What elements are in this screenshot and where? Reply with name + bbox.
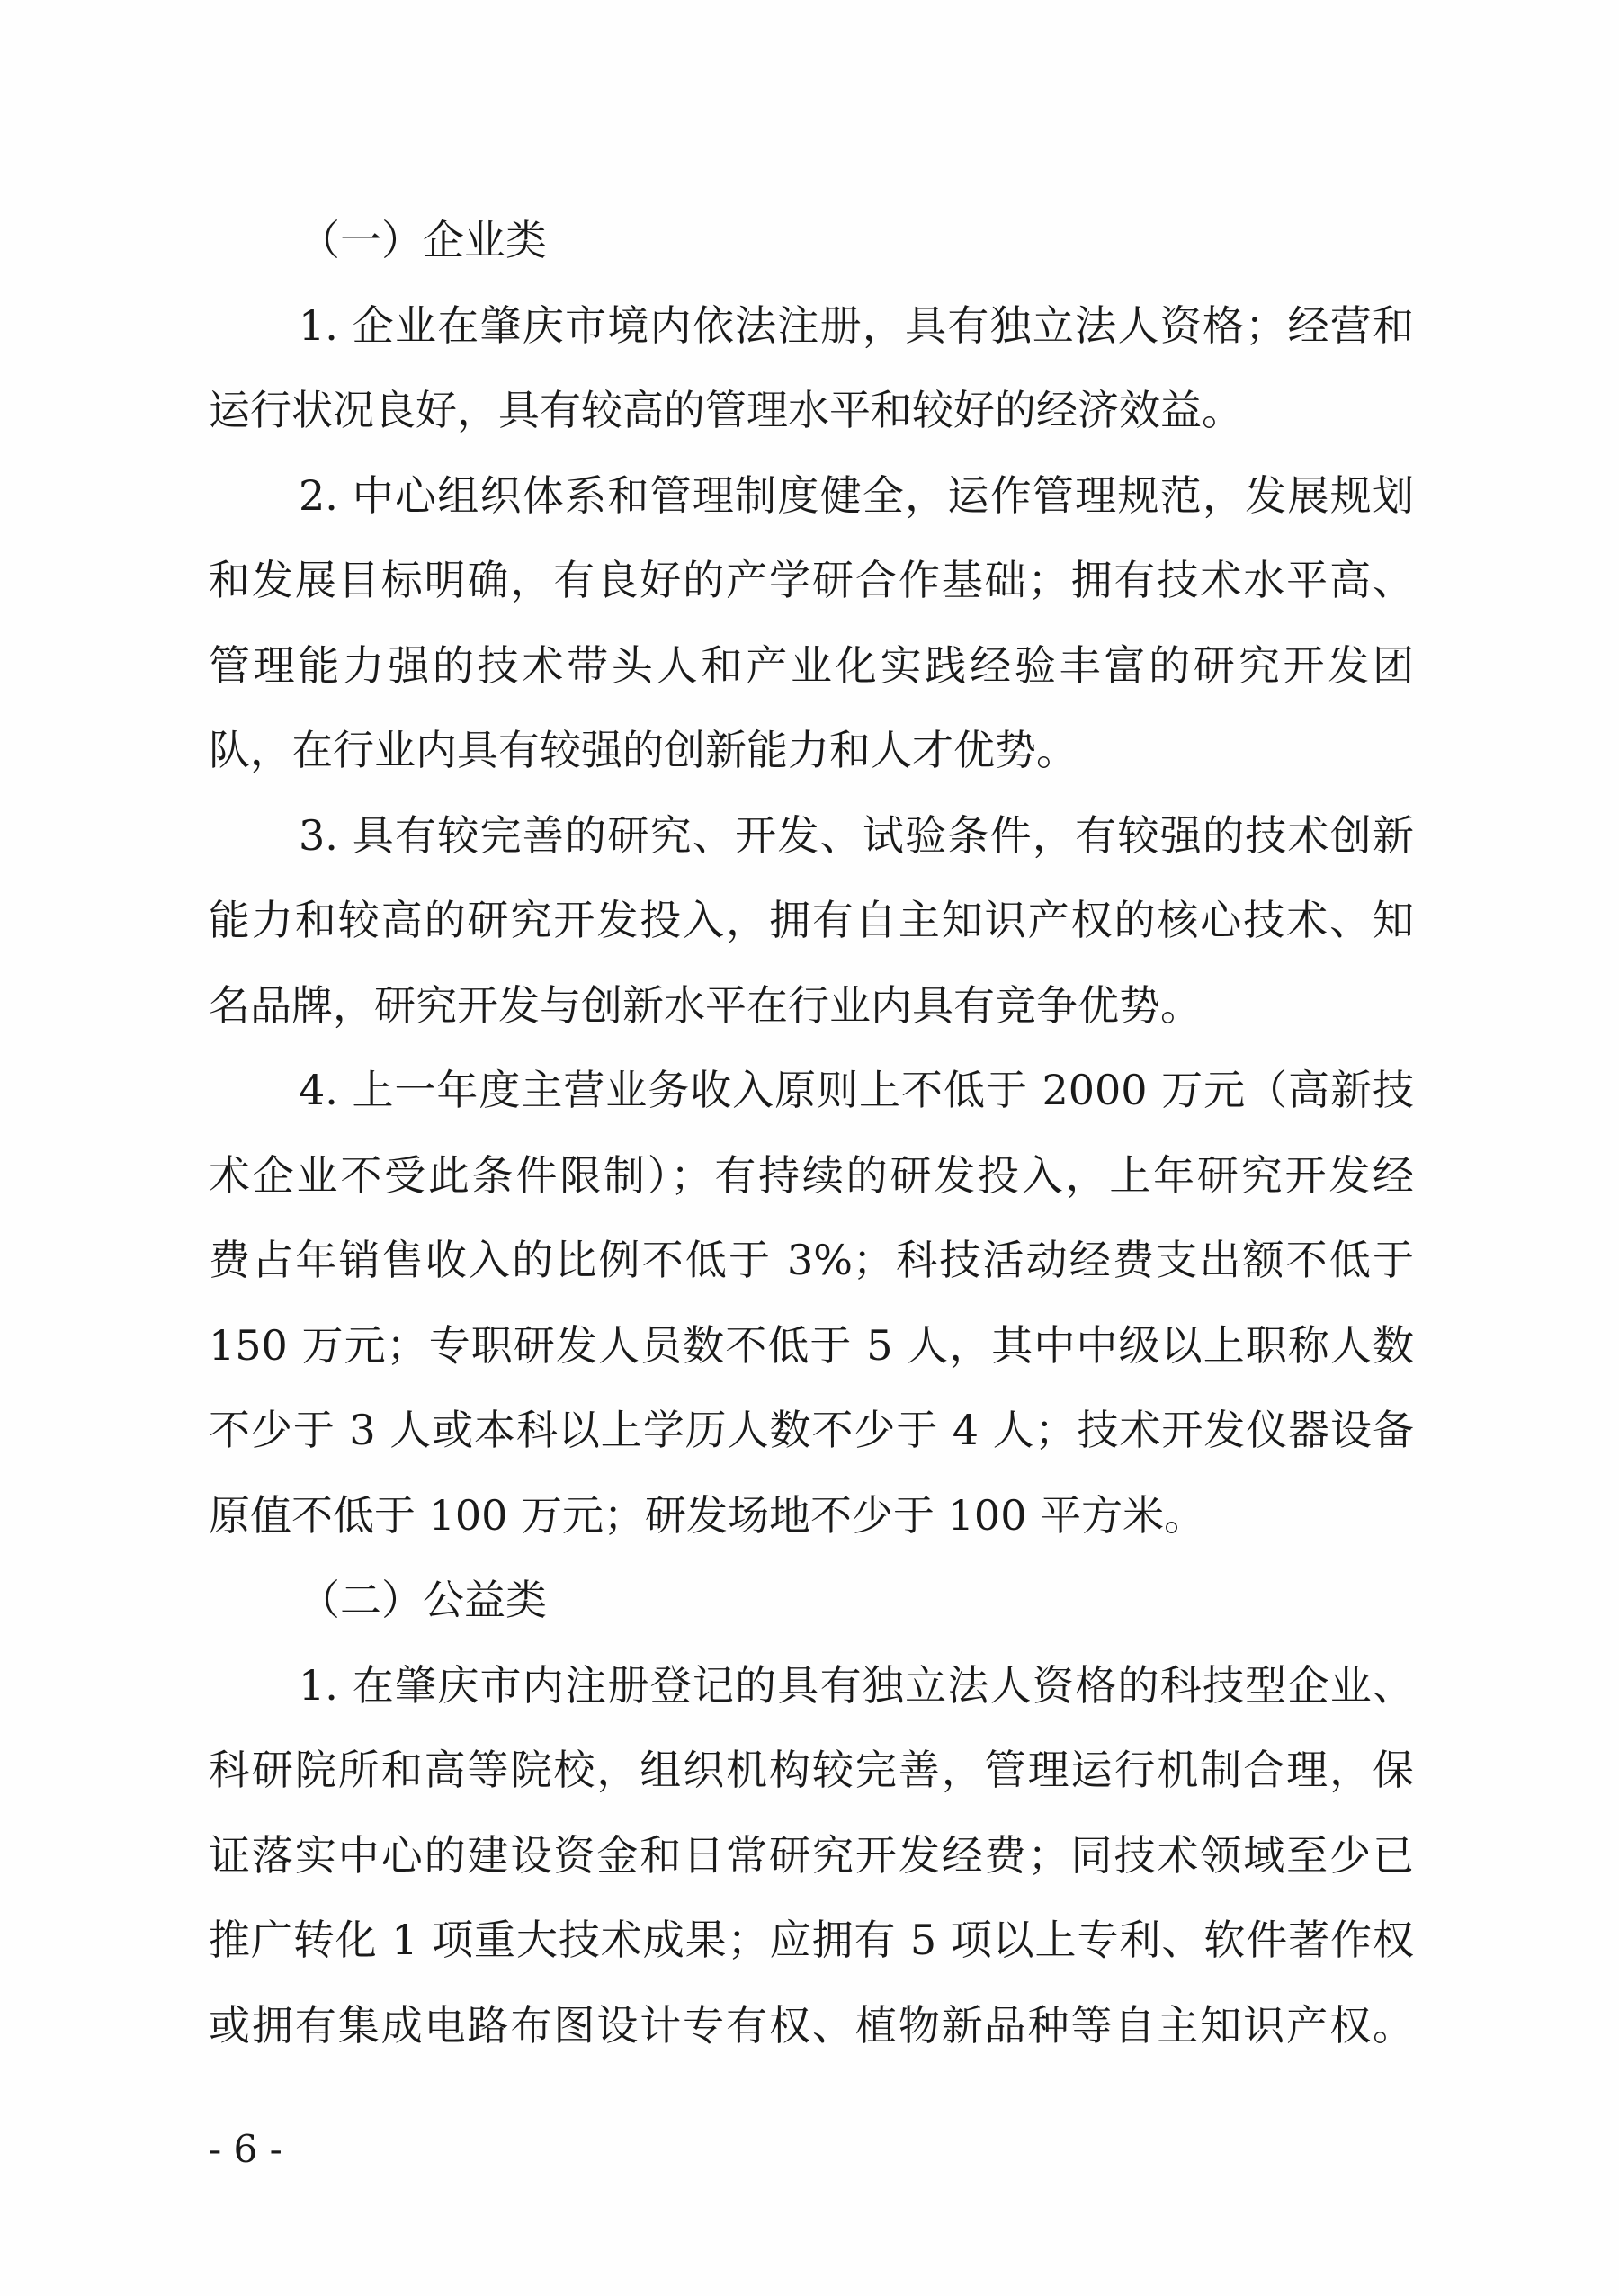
text-line: 队，在行业内具有较强的创新能力和人才优势。 [209, 726, 1078, 774]
text-line: 证落实中心的建设资金和日常研究开发经费；同技术领域至少已 [209, 1830, 1414, 1880]
text-line: 推广转化 1 项重大技术成果；应拥有 5 项以上专利、软件著作权 [209, 1916, 1414, 1964]
page-number: - 6 - [209, 2127, 282, 2171]
text-line: 名品牌，研究开发与创新水平在行业内具有竞争优势。 [209, 980, 1202, 1030]
text-line: （二）公益类 [299, 1576, 547, 1624]
text-line: 科研院所和高等院校，组织机构较完善，管理运行机制合理，保 [209, 1746, 1414, 1794]
text-line: 3. 具有较完善的研究、开发、试验条件，有较强的技术创新 [299, 810, 1414, 860]
text-line: 术企业不受此条件限制）；有持续的研发投入，上年研究开发经 [209, 1150, 1414, 1200]
document-body [209, 198, 1414, 2068]
text-line: 管理能力强的技术带头人和产业化实践经验丰富的研究开发团 [209, 640, 1414, 690]
text-line: 运行状况良好，具有较高的管理水平和较好的经济效益。 [209, 386, 1243, 434]
text-line: （一）企业类 [299, 216, 547, 264]
text-line: 原值不低于 100 万元；研发场地不少于 100 平方米。 [209, 1490, 1206, 1540]
text-line: 费占年销售收入的比例不低于 3%；科技活动经费支出额不低于 [209, 1236, 1414, 1284]
text-line: 或拥有集成电路布图设计专有权、植物新品种等自主知识产权。 [209, 2000, 1414, 2050]
text-line: 4. 上一年度主营业务收入原则上不低于 2000 万元（高新技 [299, 1066, 1414, 1114]
text-line: 2. 中心组织体系和管理制度健全，运作管理规范，发展规划 [299, 470, 1414, 520]
text-line: 和发展目标明确，有良好的产学研合作基础；拥有技术水平高、 [209, 556, 1414, 604]
text-line: 能力和较高的研究开发投入，拥有自主知识产权的核心技术、知 [209, 896, 1414, 944]
text-line: 不少于 3 人或本科以上学历人数不少于 4 人；技术开发仪器设备 [209, 1406, 1414, 1454]
text-line: 1. 企业在肇庆市境内依法注册，具有独立法人资格；经营和 [299, 300, 1414, 350]
text-line: 1. 在肇庆市内注册登记的具有独立法人资格的科技型企业、 [299, 1660, 1414, 1710]
text-line: 150 万元；专职研发人员数不低于 5 人，其中中级以上职称人数 [209, 1320, 1414, 1370]
